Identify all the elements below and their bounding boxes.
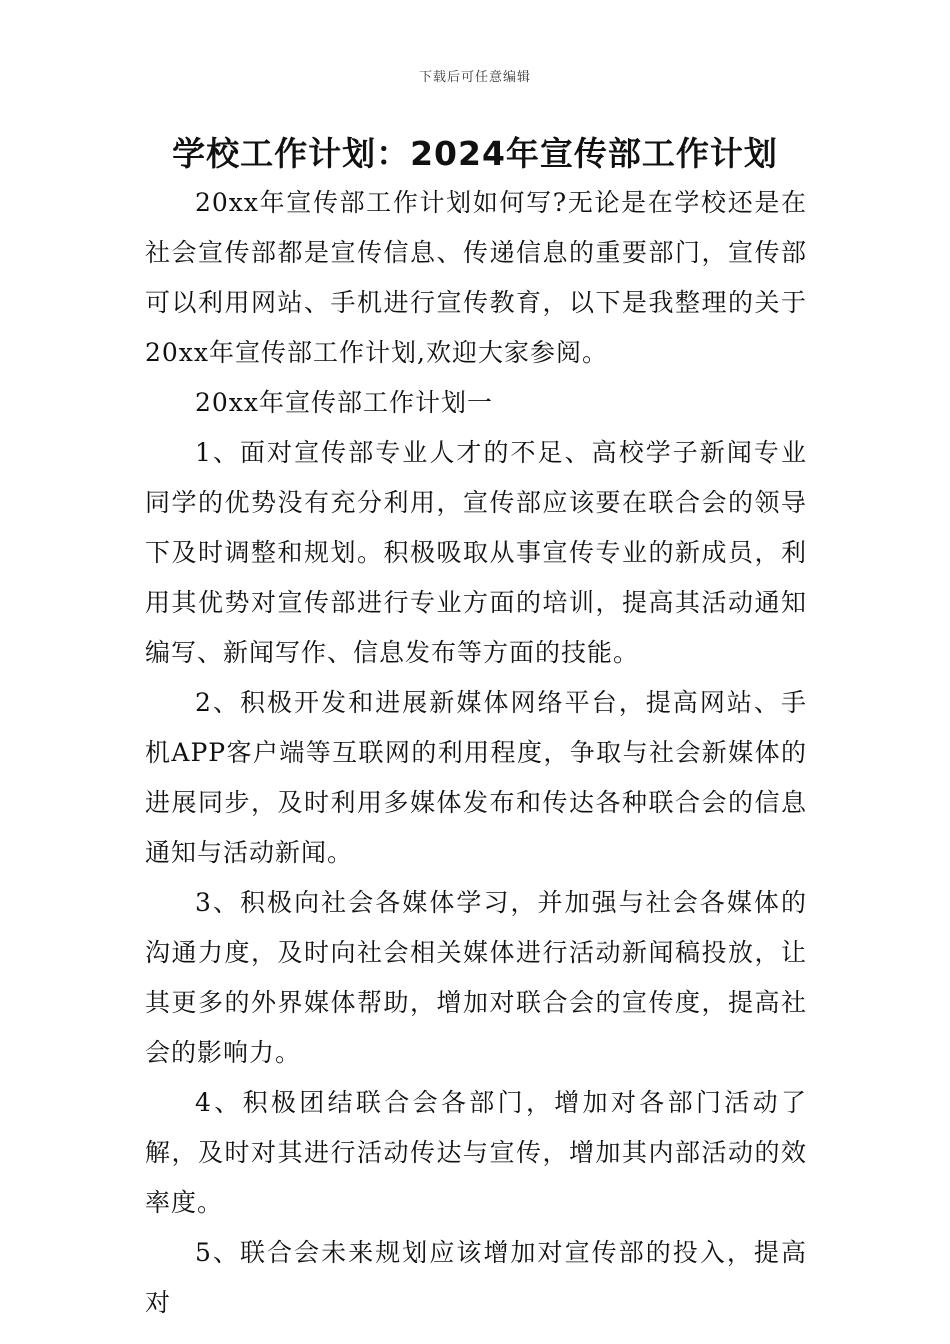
paragraph-item-4: 4、积极团结联合会各部门，增加对各部门活动了解，及时对其进行活动传达与宣传，增加其内部活动的效率度。	[145, 1088, 807, 1217]
page-title: 学校工作计划：2024年宣传部工作计划	[172, 134, 778, 173]
paragraph-intro: 20xx年宣传部工作计划如何写?无论是在学校还是在社会宣传部都是宣传信息、传递信息的重要部门，宣传部可以利用网站、手机进行宣传教育，以下是我整理的关于20xx年宣传部工作计划,欢迎大家参阅。	[145, 188, 807, 367]
paragraph-item-5: 5、联合会未来规划应该增加对宣传部的投入，提高对	[145, 1238, 807, 1317]
paragraph-item-2: 2、积极开发和进展新媒体网络平台，提高网站、手机APP客户端等互联网的利用程度，争取与社会新媒体的进展同步，及时利用多媒体发布和传达各种联合会的信息通知与活动新闻。	[145, 688, 807, 867]
paragraph-item-3: 3、积极向社会各媒体学习，并加强与社会各媒体的沟通力度，及时向社会相关媒体进行活动新闻稿投放，让其更多的外界媒体帮助，增加对联合会的宣传度，提高社会的影响力。	[145, 888, 807, 1067]
paragraph-plan-heading: 20xx年宣传部工作计划一	[195, 388, 494, 417]
paragraph-item-1: 1、面对宣传部专业人才的不足、高校学子新闻专业同学的优势没有充分利用，宣传部应该要在联合会的领导下及时调整和规划。积极吸取从事宣传专业的新成员，利用其优势对宣传部进行专业方面的培训，提高其活动通知编写、新闻写作、信息发布等方面的技能。	[145, 438, 807, 667]
header-note: 下载后可任意编辑	[418, 70, 531, 85]
document-body	[145, 178, 807, 1328]
